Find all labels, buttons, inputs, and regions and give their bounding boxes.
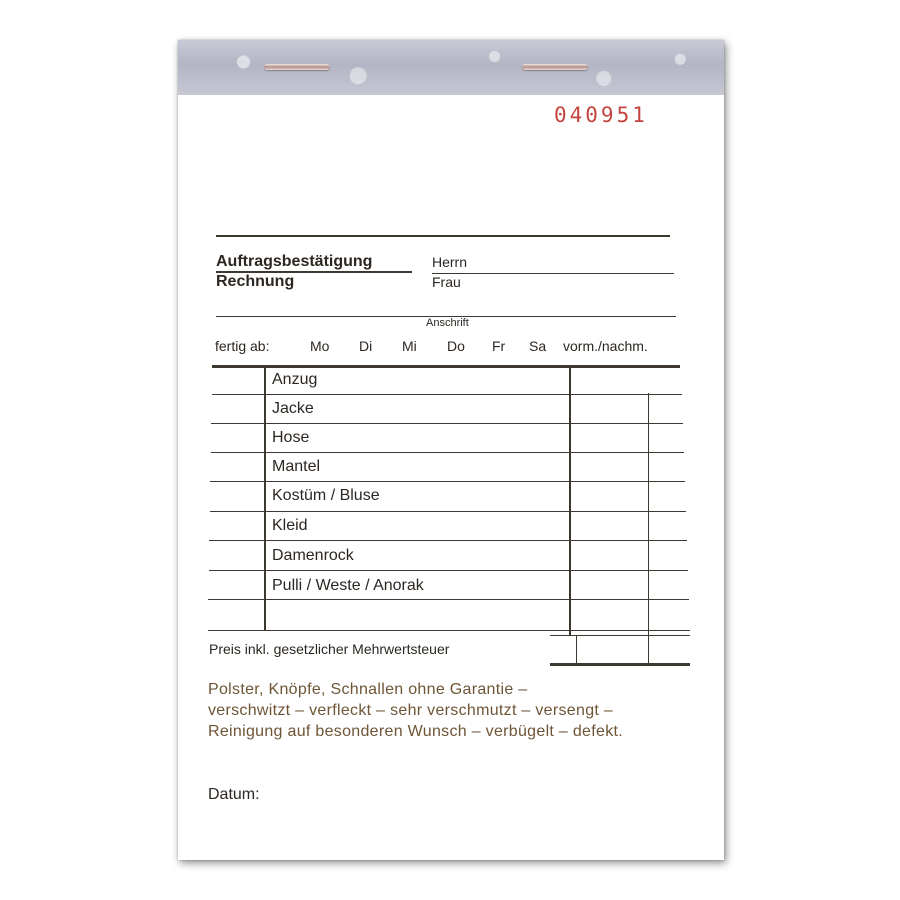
price-note: Preis inkl. gesetzlicher Mehrwertsteuer — [209, 641, 450, 657]
time-of-day: vorm./nachm. — [563, 338, 648, 354]
item-label: Damenrock — [272, 547, 354, 564]
disclaimer-line: Reinigung auf besonderen Wunsch – verbügelt – defekt. — [208, 723, 623, 740]
table-row-line — [208, 599, 689, 600]
total-box-left — [576, 635, 577, 663]
item-label: Mantel — [272, 458, 321, 475]
item-label: Kostüm / Bluse — [272, 487, 380, 504]
staple-right — [522, 64, 588, 70]
price-column-divider — [648, 393, 649, 663]
table-row-line — [210, 481, 685, 482]
title-confirmation: Auftragsbestätigung — [216, 253, 373, 270]
serial-number: 040951 — [554, 103, 648, 127]
item-label: Jacke — [272, 400, 314, 417]
table-left-divider — [264, 367, 266, 631]
table-right-divider — [569, 367, 571, 635]
date-label: Datum: — [208, 786, 260, 803]
disclaimer-line: verschwitzt – verfleckt – sehr verschmutzt – versengt – — [208, 702, 614, 719]
table-row-line — [211, 452, 684, 453]
table-row-line — [209, 570, 688, 571]
table-row-line — [210, 511, 686, 512]
disclaimer-line: Polster, Knöpfe, Schnallen ohne Garantie – — [208, 681, 528, 698]
address-label: Anschrift — [426, 317, 469, 329]
order-pad — [178, 40, 724, 860]
table-row-line — [211, 423, 683, 424]
day-di: Di — [359, 338, 373, 354]
ready-from-label: fertig ab: — [215, 338, 270, 354]
table-row-line — [212, 394, 682, 395]
item-label: Pulli / Weste / Anorak — [272, 577, 424, 594]
total-rule — [550, 663, 690, 666]
item-label: Kleid — [272, 517, 308, 534]
day-fr: Fr — [492, 338, 506, 354]
pad-binding — [178, 40, 724, 95]
table-bottom-rule — [208, 630, 690, 631]
day-mo: Mo — [310, 338, 330, 354]
title-invoice: Rechnung — [216, 273, 295, 290]
day-do: Do — [447, 338, 465, 354]
staple-left — [264, 64, 330, 70]
table-row-line — [209, 540, 687, 541]
item-label: Hose — [272, 429, 310, 446]
day-mi: Mi — [402, 338, 417, 354]
item-label: Anzug — [272, 371, 318, 388]
top-rule — [216, 235, 670, 237]
salutation-mrs: Frau — [432, 274, 461, 290]
name-line-mr — [432, 273, 674, 274]
table-top-rule — [212, 365, 680, 368]
salutation-mr: Herrn — [432, 254, 468, 270]
table-bottom-rule-2 — [550, 635, 690, 636]
day-sa: Sa — [529, 338, 547, 354]
